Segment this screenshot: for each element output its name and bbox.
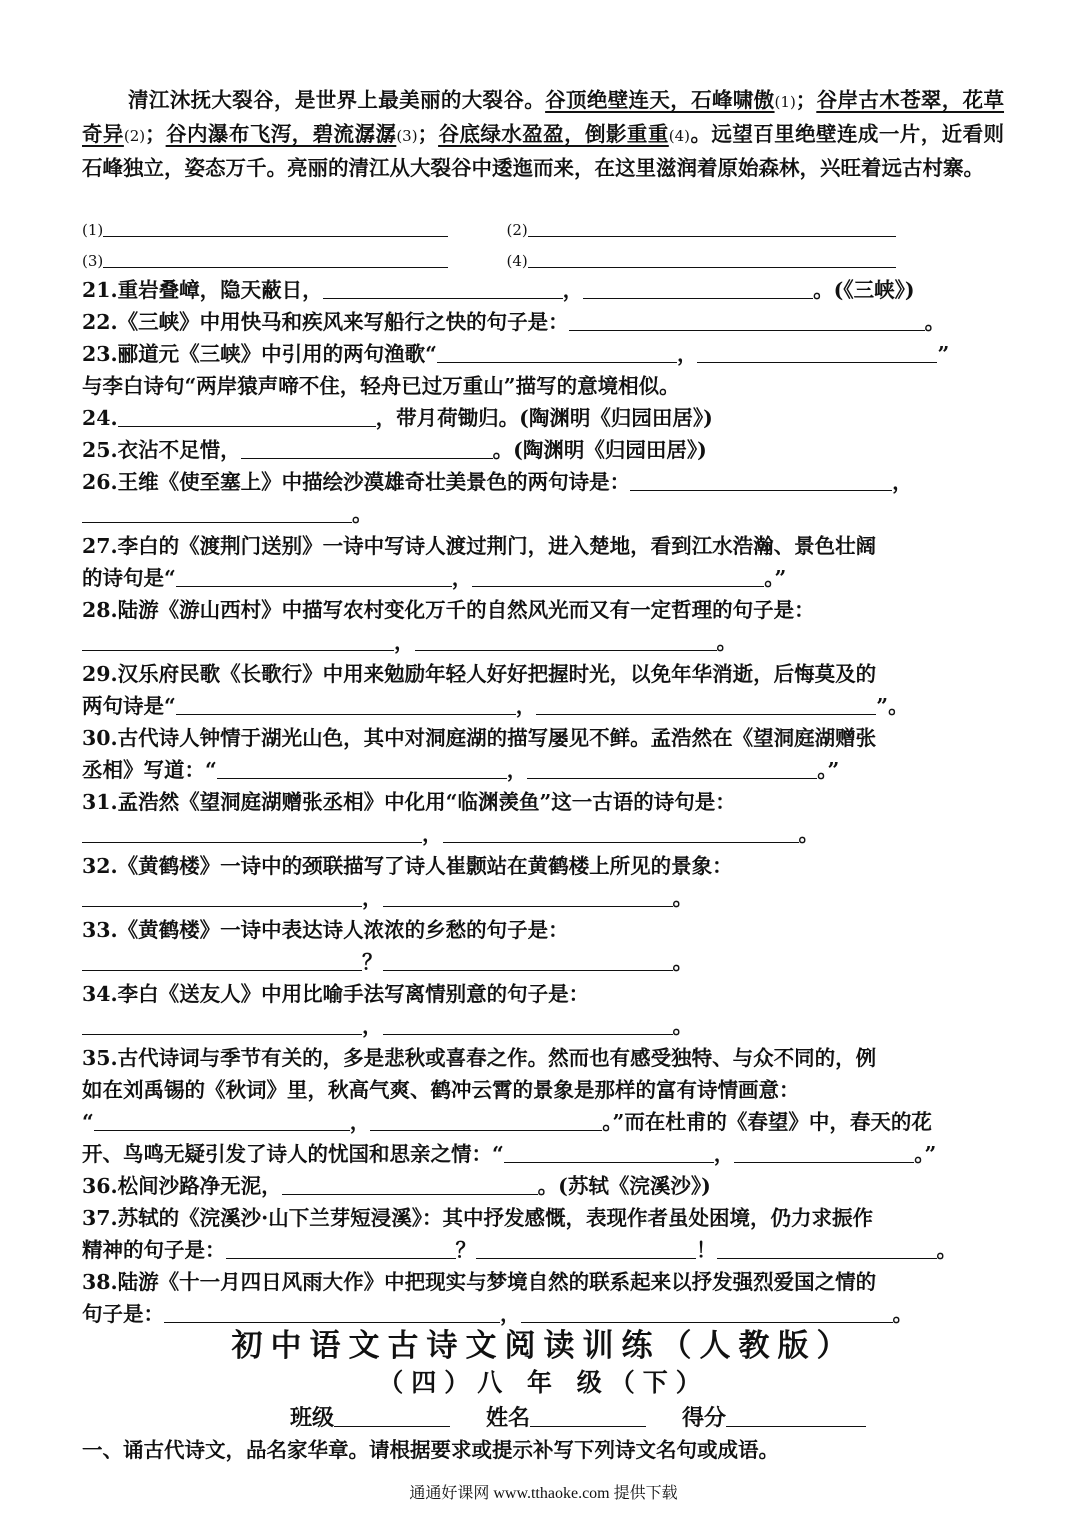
answer-blank[interactable] — [734, 1140, 914, 1163]
question-text: ” — [937, 342, 950, 366]
answer-blank[interactable] — [176, 692, 516, 715]
question-36 — [82, 1170, 1005, 1202]
worksheet-subtitle: （四）八 年 级（下） — [378, 1368, 709, 1397]
passage-paragraph — [82, 84, 1004, 184]
question-25 — [82, 434, 1005, 466]
answer-blank[interactable] — [82, 884, 362, 907]
question-text: 。 — [352, 502, 373, 526]
student-info-row — [290, 1402, 866, 1434]
name-label: 姓名 — [486, 1405, 531, 1431]
section-1-instruction — [82, 1434, 1005, 1466]
question-28 — [82, 594, 1005, 626]
question-text: ， — [422, 822, 443, 846]
passage-text: 清江沐抚大裂谷，是世界上最美丽的大裂谷。 — [128, 88, 546, 112]
answer-blank-1[interactable] — [103, 214, 448, 237]
blank-label-3: (3) — [82, 252, 104, 270]
separator: ； — [795, 88, 817, 112]
question-32 — [82, 850, 1005, 882]
marker-4: (4) — [668, 127, 691, 145]
question-text: 。(苏轼《浣溪沙》) — [537, 1174, 711, 1198]
footer-credit: 通通好课网 www.tthaoke.com 提供下载 — [409, 1485, 678, 1502]
question-text: 的诗句是“ — [82, 566, 176, 590]
question-text: “ — [82, 1110, 94, 1134]
question-text: ， — [500, 1302, 521, 1326]
marker-2: (2) — [123, 127, 146, 145]
blank-label-1: (1) — [82, 221, 104, 239]
worksheet-title: 初中语文古诗文阅读训练（人教版） — [231, 1328, 856, 1364]
question-text: ， — [362, 1014, 383, 1038]
question-text: 。” — [817, 758, 840, 782]
question-35 — [82, 1042, 1005, 1074]
answer-blank[interactable] — [82, 1012, 362, 1035]
question-37 — [82, 1202, 1005, 1234]
question-text: 35.古代诗词与季节有关的，多是悲秋或喜春之作。然而也有感受独特、与众不同的，例 — [82, 1046, 877, 1070]
answer-blank[interactable] — [504, 1140, 714, 1163]
question-35-cont1 — [82, 1074, 1005, 1106]
question-text: ， — [506, 758, 528, 782]
question-37-cont — [82, 1234, 1005, 1266]
answer-blank[interactable] — [370, 1108, 602, 1131]
answer-blank[interactable] — [82, 500, 352, 523]
question-text: 24. — [82, 406, 118, 430]
question-text: ， — [892, 470, 913, 494]
answer-blank[interactable] — [521, 1300, 893, 1323]
question-text: 。 — [798, 822, 819, 846]
question-text: ， — [676, 342, 698, 366]
question-text: 与李白诗句“两岸猿声啼不住，轻舟已过万重山”描写的意境相似。 — [82, 374, 680, 398]
question-34 — [82, 978, 1005, 1010]
question-text: 。” — [764, 566, 787, 590]
question-text: ？ — [362, 950, 383, 974]
question-text: 32.《黄鹤楼》一诗中的颈联描写了诗人崔颢站在黄鹤楼上所见的景象： — [82, 854, 733, 878]
question-text: 。”而在杜甫的《春望》中，春天的花 — [602, 1110, 932, 1134]
question-35-cont3 — [82, 1138, 1005, 1170]
answer-blank[interactable] — [383, 1012, 673, 1035]
question-text: 精神的句子是： — [82, 1238, 226, 1262]
answer-blank[interactable] — [164, 1300, 500, 1323]
question-text: ，带月荷锄归。(陶渊明《归园田居》) — [375, 406, 713, 430]
question-text: 26.王维《使至塞上》中描绘沙漠雄奇壮美景色的两句诗是： — [82, 470, 631, 494]
answer-row-1 — [82, 212, 1005, 246]
question-text: 31.孟浩然《望洞庭湖赠张丞相》中化用“临渊羡鱼”这一古语的诗句是： — [82, 790, 736, 814]
marker-3: (3) — [396, 127, 418, 145]
question-text: 38.陆游《十一月四日风雨大作》中把现实与梦境自然的联系起来以抒发强烈爱国之情的 — [82, 1270, 877, 1294]
answer-row-2 — [82, 243, 1005, 277]
answer-blank[interactable] — [536, 692, 876, 715]
underlined-sentence-1: 谷顶绝壁连天，石峰啸傲 — [545, 88, 775, 112]
marker-1: (1) — [774, 93, 796, 111]
answer-blank[interactable] — [217, 756, 507, 779]
question-33 — [82, 914, 1005, 946]
question-text: ”。 — [876, 694, 909, 718]
question-26-cont — [82, 498, 1005, 530]
answer-blank[interactable] — [323, 276, 563, 299]
question-text: 30.古代诗人钟情于湖光山色，其中对洞庭湖的描写屡见不鲜。孟浩然在《望洞庭湖赠张 — [82, 726, 877, 750]
question-text: 36.松间沙路净无泥， — [82, 1174, 282, 1198]
answer-blank[interactable] — [443, 820, 799, 843]
question-text: 37.苏轼的《浣溪沙·山下兰芽短浸溪》：其中抒发感慨，表现作者虽处困境，仍力求振作 — [82, 1206, 874, 1230]
question-text: 句子是： — [82, 1302, 164, 1326]
question-text: 。 — [924, 310, 946, 334]
question-text: 。 — [672, 1014, 693, 1038]
question-text: 如在刘禹锡的《秋词》里，秋高气爽、鹤冲云霄的景象是那样的富有诗情画意： — [82, 1078, 800, 1102]
question-28-cont — [82, 626, 1005, 658]
question-text: ， — [349, 1110, 371, 1134]
answer-blank[interactable] — [226, 1236, 456, 1259]
question-text: 21.重岩叠嶂，隐天蔽日， — [82, 278, 323, 302]
class-field[interactable] — [334, 1404, 450, 1427]
answer-blank[interactable] — [472, 564, 764, 587]
question-text: 。” — [914, 1142, 937, 1166]
answer-blank[interactable] — [569, 308, 925, 331]
score-field[interactable] — [726, 1404, 866, 1427]
question-text: ！ — [696, 1238, 717, 1262]
question-31-cont — [82, 818, 1005, 850]
answer-blank[interactable] — [583, 276, 813, 299]
answer-blank[interactable] — [82, 628, 394, 651]
class-label: 班级 — [290, 1405, 335, 1431]
answer-blank-2[interactable] — [528, 214, 896, 237]
answer-blank[interactable] — [527, 756, 817, 779]
answer-blank-3[interactable] — [103, 245, 448, 268]
question-text: ， — [451, 566, 473, 590]
question-text: ？ — [455, 1238, 476, 1262]
question-29-cont — [82, 690, 1005, 722]
question-text: 。 — [936, 1238, 957, 1262]
answer-blank[interactable] — [717, 1236, 937, 1259]
blank-label-2: (2) — [506, 221, 528, 239]
question-text: 23.郦道元《三峡》中引用的两句渔歌“ — [82, 342, 437, 366]
question-text: ， — [713, 1142, 735, 1166]
answer-blank[interactable] — [697, 340, 937, 363]
section-heading: 一、诵古代诗文，品名家华章。请根据要求或提示补写下列诗文名句或成语。 — [82, 1438, 779, 1462]
question-30-cont — [82, 754, 1005, 786]
question-33-cont — [82, 946, 1005, 978]
passage-text: 。远望百里绝壁连成一片，近看则石峰独立，姿态万千。亮丽的清江从大裂谷中逶迤而来，在这里滋润着原始森林，兴旺着远古村寨。 — [82, 122, 1005, 180]
question-text: 22.《三峡》中用快马和疾风来写船行之快的句子是： — [82, 310, 569, 334]
question-22 — [82, 306, 1005, 338]
separator: ； — [417, 122, 439, 146]
underlined-sentence-2: 谷岸古木苍翠，花草奇异 — [82, 88, 1005, 146]
answer-blank[interactable] — [383, 948, 673, 971]
question-text: 。 — [672, 886, 693, 910]
question-text: ， — [394, 630, 415, 654]
question-text: 开、鸟鸣无疑引发了诗人的忧国和思亲之情：“ — [82, 1142, 504, 1166]
answer-blank[interactable] — [437, 340, 677, 363]
question-38 — [82, 1266, 1005, 1298]
answer-blank[interactable] — [82, 820, 422, 843]
question-text: 。 — [892, 1302, 913, 1326]
question-text: ， — [362, 886, 383, 910]
question-text: 28.陆游《游山西村》中描写农村变化万千的自然风光而又有一定哲理的句子是： — [82, 598, 815, 622]
question-text: 。 — [672, 950, 693, 974]
score-label: 得分 — [682, 1405, 727, 1431]
question-27 — [82, 530, 1005, 562]
question-text: 。(陶渊明《归园田居》) — [492, 438, 707, 462]
question-text: 34.李白《送友人》中用比喻手法写离情别意的句子是： — [82, 982, 590, 1006]
separator: ； — [145, 122, 166, 146]
question-text: 27.李白的《渡荆门送别》一诗中写诗人渡过荆门，进入楚地，看到江水浩瀚、景色壮阔 — [82, 534, 877, 558]
underlined-sentence-4: 谷底绿水盈盈，倒影重重 — [438, 122, 669, 146]
answer-blank-4[interactable] — [528, 245, 896, 268]
question-29 — [82, 658, 1005, 690]
question-21 — [82, 274, 1005, 306]
question-35-cont2 — [82, 1106, 1005, 1138]
question-24 — [82, 402, 1005, 434]
question-27-cont — [82, 562, 1005, 594]
answer-blank[interactable] — [383, 884, 673, 907]
question-text: 。(《三峡》) — [813, 278, 915, 302]
question-23 — [82, 338, 1005, 370]
answer-blank[interactable] — [176, 564, 452, 587]
answer-blank[interactable] — [630, 468, 892, 491]
question-32-cont — [82, 882, 1005, 914]
answer-blank[interactable] — [282, 1172, 538, 1195]
question-31 — [82, 786, 1005, 818]
question-text: 两句诗是“ — [82, 694, 176, 718]
question-23-cont — [82, 370, 1005, 402]
answer-blank[interactable] — [241, 436, 493, 459]
answer-blank[interactable] — [82, 948, 362, 971]
question-34-cont — [82, 1010, 1005, 1042]
question-text: 丞相》写道：“ — [82, 758, 217, 782]
answer-blank[interactable] — [415, 628, 717, 651]
question-text: ， — [562, 278, 584, 302]
question-text: 25.衣沾不足惜， — [82, 438, 241, 462]
question-text: 。 — [716, 630, 737, 654]
question-text: 29.汉乐府民歌《长歌行》中用来勉励年轻人好好把握时光，以免年华消逝，后悔莫及的 — [82, 662, 877, 686]
question-text: 33.《黄鹤楼》一诗中表达诗人浓浓的乡愁的句子是： — [82, 918, 569, 942]
question-30 — [82, 722, 1005, 754]
answer-blank[interactable] — [94, 1108, 350, 1131]
name-field[interactable] — [530, 1404, 646, 1427]
underlined-sentence-3: 谷内瀑布飞泻，碧流潺潺 — [165, 122, 397, 146]
answer-blank[interactable] — [476, 1236, 696, 1259]
answer-blank[interactable] — [118, 404, 376, 427]
blank-label-4: (4) — [506, 252, 528, 270]
question-text: ， — [515, 694, 537, 718]
question-26 — [82, 466, 1005, 498]
